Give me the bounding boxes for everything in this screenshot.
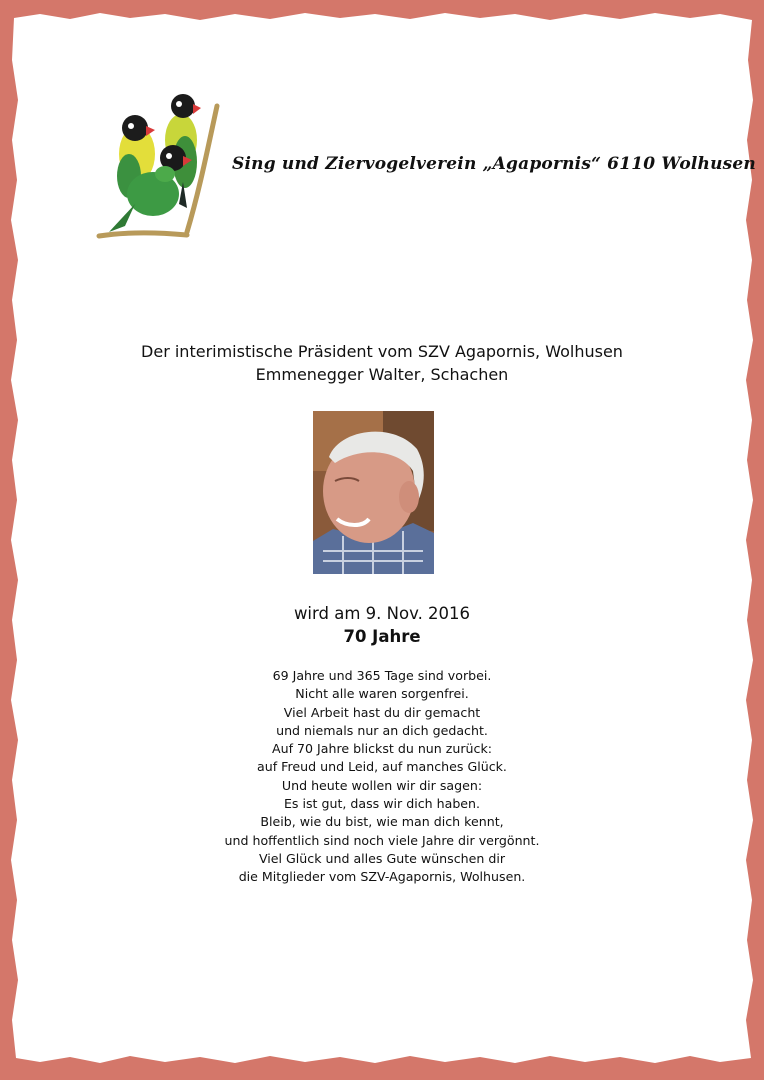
poem-line: und hoffentlich sind noch viele Jahre dir vergönnt. [224, 832, 540, 848]
poem-line: und niemals nur an dich gedacht. [276, 722, 488, 738]
lovebirds-logo-icon [95, 92, 225, 242]
birthday-date-line: wird am 9. Nov. 2016 [293, 604, 471, 623]
poem-line: Viel Glück und alles Gute wünschen dir [258, 850, 506, 866]
birthday-poem [0, 667, 764, 887]
intro-line-name: Emmenegger Walter, Schachen [255, 365, 509, 384]
poem-line: 69 Jahre und 365 Tage sind vorbei. [272, 668, 492, 683]
intro-text [0, 340, 764, 386]
poem-line: Es ist gut, dass wir dich haben. [283, 796, 481, 812]
portrait-photo-icon [313, 411, 434, 574]
intro-line-title: Der interimistische Präsident vom SZV Agapornis, Wolhusen [141, 342, 623, 361]
poem-line: Viel Arbeit hast du dir gemacht [283, 704, 481, 720]
poem-line: Bleib, wie du bist, wie man dich kennt, [260, 814, 504, 830]
poem-line: die Mitglieder vom SZV-Agapornis, Wolhusen. [238, 869, 526, 885]
club-name: Sing und Ziervogelverein „Agapornis“ 6110 Wolhusen [232, 154, 756, 174]
poem-line: auf Freud und Leid, auf manches Glück. [257, 759, 507, 775]
age-heading: 70 Jahre [343, 627, 421, 646]
club-header [95, 92, 756, 242]
poem-line: Nicht alle waren sorgenfrei. [295, 686, 469, 702]
poem-line: Und heute wollen wir dir sagen: [281, 777, 483, 793]
poem-line: Auf 70 Jahre blickst du nun zurück: [272, 741, 492, 757]
